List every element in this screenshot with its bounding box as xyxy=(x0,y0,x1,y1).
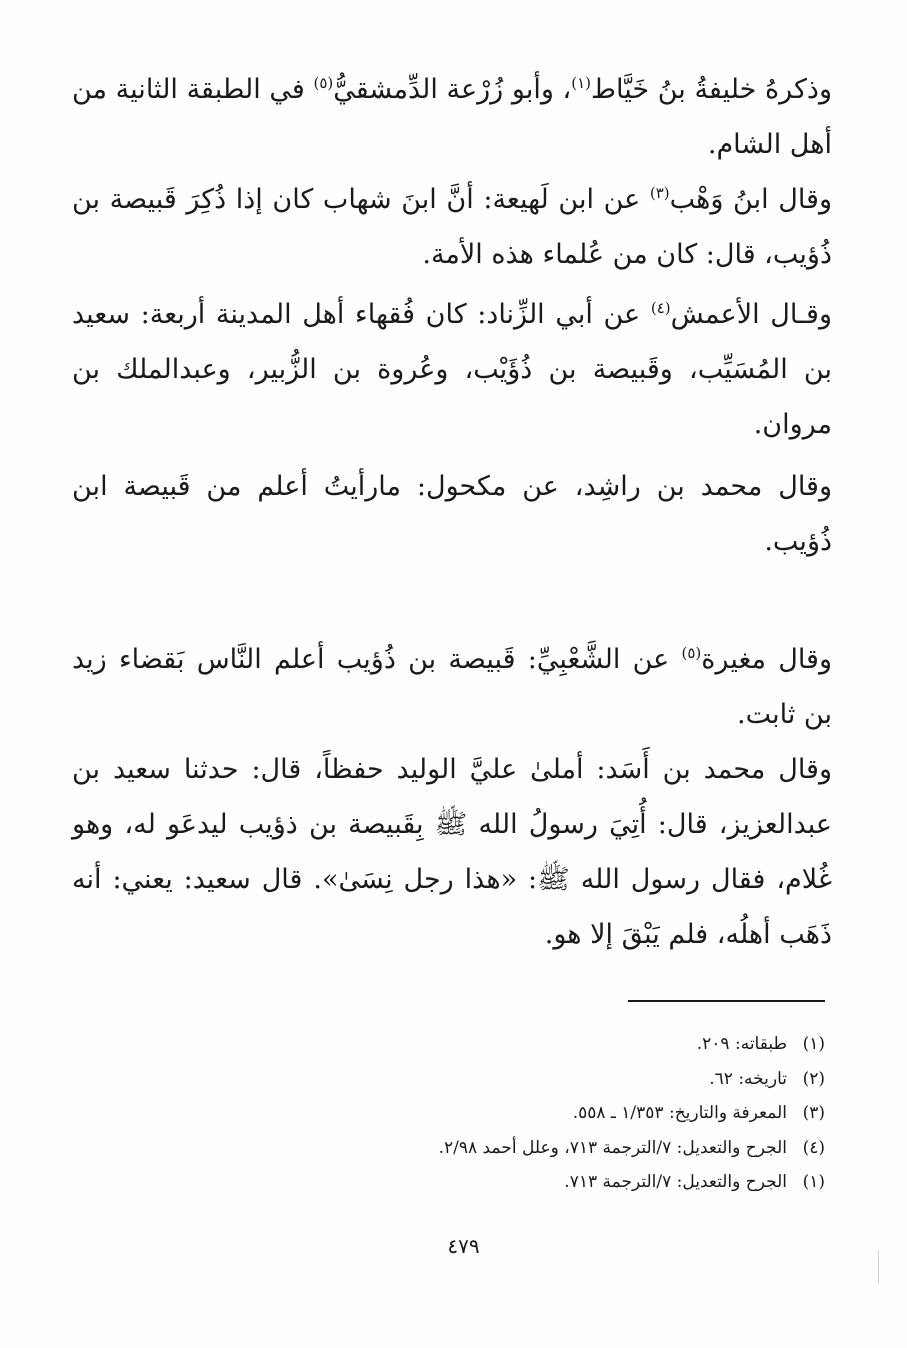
text-run: عن أبي الزِّناد: كان فُقهاء أهل المدينة أربعة: سعيد بن المُسَيِّب، وقَبيصة بن ذُؤَيْب، وعُروة بن الزُّبير، وعبدالملك بن مروان. xyxy=(72,299,833,440)
paragraph-mughira xyxy=(72,632,832,742)
footnote-number: (٢) xyxy=(802,1068,825,1089)
footnote-separator xyxy=(628,1000,825,1002)
page-number: ٤٧٩ xyxy=(447,1234,480,1258)
footnote-text: طبقاته: ٢٠٩. xyxy=(696,1034,787,1054)
paragraph-ibn-wahb xyxy=(72,172,832,282)
footnote-item xyxy=(265,1027,825,1062)
footnote-item xyxy=(265,1131,825,1166)
paragraph-muhammad-ibn-rashid xyxy=(72,459,832,569)
footnote-ref: (١) xyxy=(571,74,592,92)
text-run: ، وأبو زُرْعة الدِّمشقيُّ xyxy=(333,74,572,105)
footnote-ref: (٥) xyxy=(681,644,702,662)
footnote-item xyxy=(265,1062,825,1097)
footnote-text: الجرح والتعديل: ٧/الترجمة ٧١٣. xyxy=(564,1172,787,1192)
text-run: وقال مغيرة xyxy=(701,644,832,675)
text-run: وقال ابنُ وَهْب xyxy=(669,184,832,215)
scan-edge-mark xyxy=(878,1250,879,1284)
footnote-number: (١) xyxy=(802,1034,825,1054)
footnote-ref: (٣) xyxy=(649,184,670,202)
footnote-ref: (٤) xyxy=(650,299,671,317)
paragraph-muhammad-ibn-asad xyxy=(72,742,832,962)
footnote-number: (١) xyxy=(802,1172,825,1192)
footnote-text: تاريخه: ٦٢. xyxy=(709,1068,787,1089)
footnote-number: (٣) xyxy=(802,1103,825,1123)
footnote-ref: (٥) xyxy=(313,74,334,92)
text-run: وقال محمد بن أَسَد: أملىٰ عليَّ الوليد حفظاً، قال: حدثنا سعيد بن عبدالعزيز، قال: أُتِيَ رسولُ الله ﷺ بِقَبيصة بن ذؤيب ليدعَو له، وهو غُلام، فقال رسول الله ﷺ: «هذا رجل نِسَىٰ». قال سعيد: يعني: أنه ذَهَب أهلُه، فلم يَبْقَ إلا هو. xyxy=(72,754,832,950)
paragraph-al-amash xyxy=(72,287,832,452)
footnote-text: الجرح والتعديل: ٧/الترجمة ٧١٣، وعلل أحمد ٢/٩٨. xyxy=(438,1137,787,1158)
text-run: وقـال الأعمش xyxy=(670,299,833,330)
footnote-number: (٤) xyxy=(802,1137,825,1158)
text-run: عن الشَّعْبِيِّ: قَبيصة بن ذُؤيب أعلم النَّاس بَقضاء زيد بن ثابت. xyxy=(72,644,832,730)
paragraph-khalifa xyxy=(72,62,832,172)
text-run: في الطبقة الثانية من أهل الشام. xyxy=(72,74,832,160)
footnote-item xyxy=(265,1096,825,1131)
text-run: وقال محمد بن راشِد، عن مكحول: مارأيتُ أعلم من قَبيصة ابن ذُؤيب. xyxy=(72,471,832,557)
footnotes-list xyxy=(265,1027,825,1200)
footnote-item xyxy=(265,1165,825,1200)
text-run: عن ابن لَهيعة: أنَّ ابنَ شهاب كان إذا ذُكِرَ قَبيصة بن ذُؤيب، قال: كان من عُلماء هذه الأمة. xyxy=(72,184,832,270)
footnote-text: المعرفة والتاريخ: ١/٣٥٣ ـ ٥٥٨. xyxy=(572,1103,787,1123)
text-run: وذكرهُ خليفةُ بنُ خَيَّاط xyxy=(591,74,832,105)
